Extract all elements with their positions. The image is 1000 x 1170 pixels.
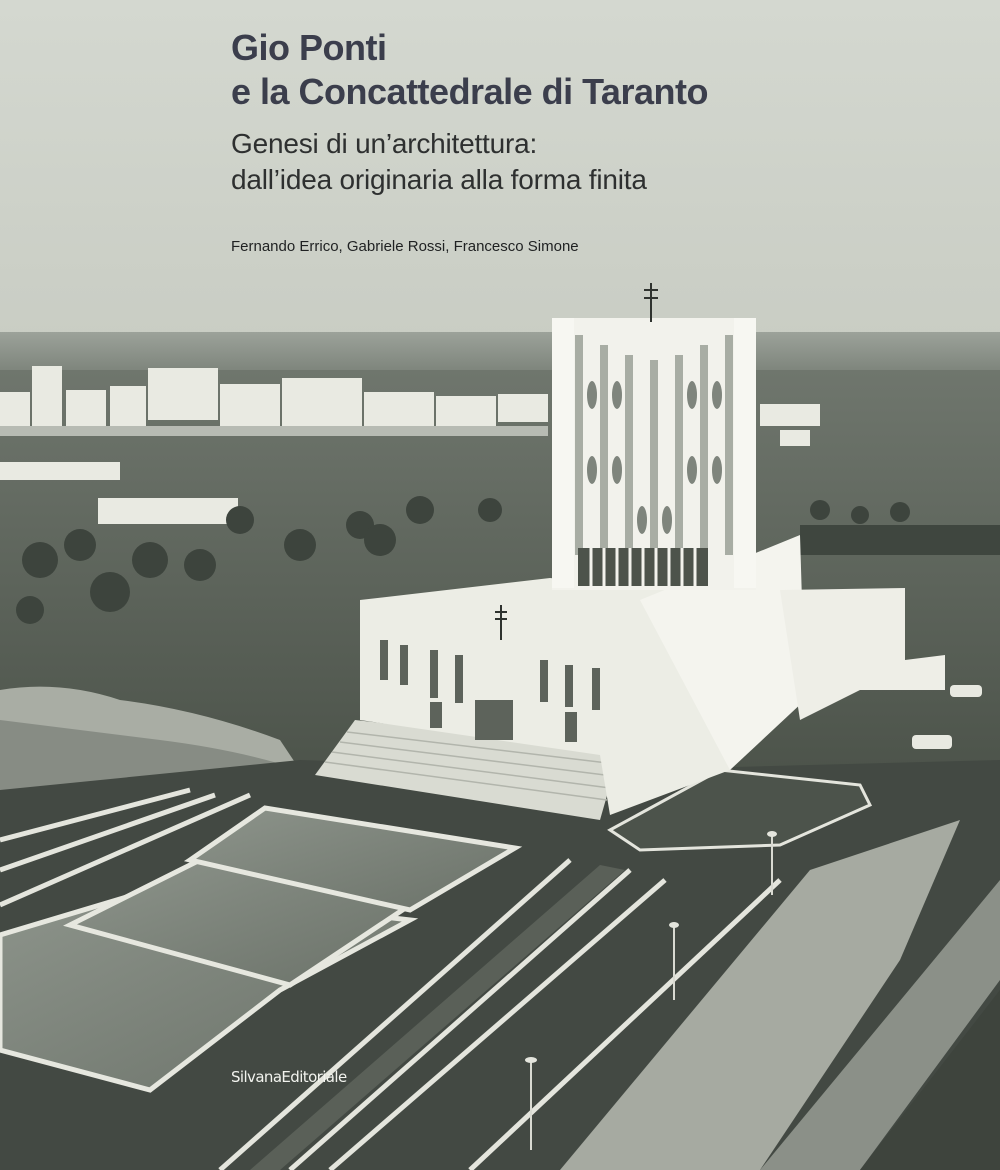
publisher-logo: SilvanaEditoriale	[231, 1068, 347, 1086]
subtitle-line-1: Genesi di un’architettura:	[231, 128, 538, 159]
subtitle-line-2: dall’idea originaria alla forma finita	[231, 164, 647, 195]
title-line-1: Gio Ponti	[231, 27, 387, 68]
book-title	[231, 26, 708, 114]
book-authors: Fernando Errico, Gabriele Rossi, Francesco Simone	[231, 238, 579, 255]
book-subtitle	[231, 126, 647, 198]
title-line-2: e la Concattedrale di Taranto	[231, 71, 708, 112]
